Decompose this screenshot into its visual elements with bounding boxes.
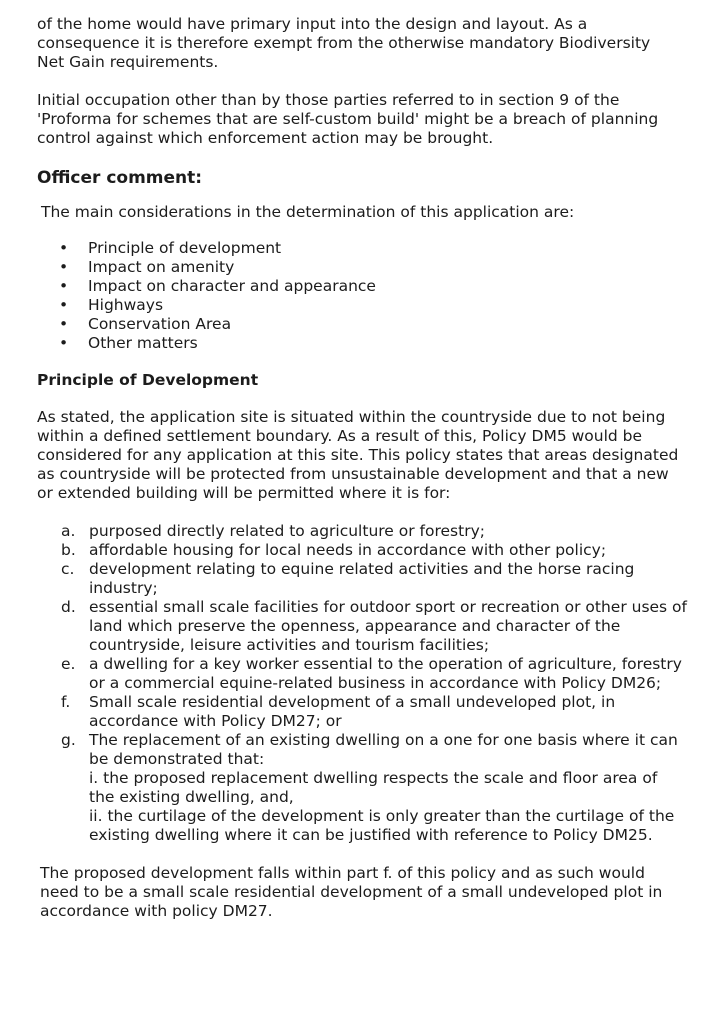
list-item: • Impact on amenity xyxy=(59,258,235,277)
list-item: • Principle of development xyxy=(59,239,282,258)
policy-dm5-list xyxy=(37,522,687,845)
bullet-icon: • xyxy=(59,258,69,277)
list-item: b. affordable housing for local needs in accordance with other policy; xyxy=(61,541,607,560)
item-letter: d. xyxy=(61,598,76,617)
list-item: f. Small scale residential development of a small undeveloped plot, in accordance with Policy DM27; or xyxy=(61,693,616,731)
paragraph-occupation: Initial occupation other than by those parties referred to in section 9 of the 'Proforma for schemes that are self-custom build' might be a breach of planning control against which enforcement action may be brought. xyxy=(37,91,659,147)
list-item: g. The replacement of an existing dwelling on a one for one basis where it can be demonstrated that: i. the proposed replacement dwelling respects the scale and floor area of the existing dwelling, and, ii. the curtilage of the development is only greater than the curtilage of the existing dwelling where it can be justified with reference to Policy DM25. xyxy=(61,731,687,845)
item-letter: c. xyxy=(61,560,75,579)
list-item: • Highways xyxy=(59,296,164,315)
list-item: d. essential small scale facilities for outdoor sport or recreation or other uses of land which preserve the openness, appearance and character of the countryside, leisure activities and tourism facilities; xyxy=(61,598,687,655)
item-letter: a. xyxy=(61,522,76,541)
officer-comment-heading: Officer comment: xyxy=(37,168,203,188)
sub-item: ii. the curtilage of the development is only greater than the curtilage of the existing dwelling where it can be justified with reference to Policy DM25. xyxy=(89,807,675,845)
bullet-icon: • xyxy=(59,296,69,315)
paragraph-principle: As stated, the application site is situated within the countryside due to not being within a defined settlement boundary. As a result of this, Policy DM5 would be considered for any application at this site. This policy states that areas designated as countryside will be protected from unsustainable development and that a new or extended building will be permitted where it is for: xyxy=(37,408,679,503)
bullet-icon: • xyxy=(59,239,69,258)
item-letter: g. xyxy=(61,731,76,750)
item-letter: e. xyxy=(61,655,76,674)
considerations-list xyxy=(37,239,687,353)
list-item: • Conservation Area xyxy=(59,315,232,334)
bullet-icon: • xyxy=(59,277,69,296)
sub-item: i. the proposed replacement dwelling respects the scale and floor area of the existing dwelling, and, xyxy=(89,769,658,807)
paragraph-conclusion: The proposed development falls within part f. of this policy and as such would need to be a small scale residential development of a small undeveloped plot in accordance with policy DM27. xyxy=(40,864,663,921)
list-item: c. development relating to equine related activities and the horse racing industry; xyxy=(61,560,635,598)
document-page xyxy=(37,15,687,921)
list-item: e. a dwelling for a key worker essential to the operation of agriculture, forestry or a commercial equine-related business in accordance with Policy DM26; xyxy=(61,655,682,693)
list-item: • Other matters xyxy=(59,334,198,353)
considerations-intro: The main considerations in the determination of this application are: xyxy=(41,203,575,222)
bullet-icon: • xyxy=(59,315,69,334)
bullet-icon: • xyxy=(59,334,69,353)
list-item: • Impact on character and appearance xyxy=(59,277,376,296)
paragraph-biodiversity: of the home would have primary input into the design and layout. As a consequence it is therefore exempt from the otherwise mandatory Biodiversity Net Gain requirements. xyxy=(37,15,651,71)
item-letter: b. xyxy=(61,541,76,560)
list-item: a. purposed directly related to agriculture or forestry; xyxy=(61,522,485,541)
principle-heading: Principle of Development xyxy=(37,371,259,390)
item-letter: f. xyxy=(61,693,71,712)
